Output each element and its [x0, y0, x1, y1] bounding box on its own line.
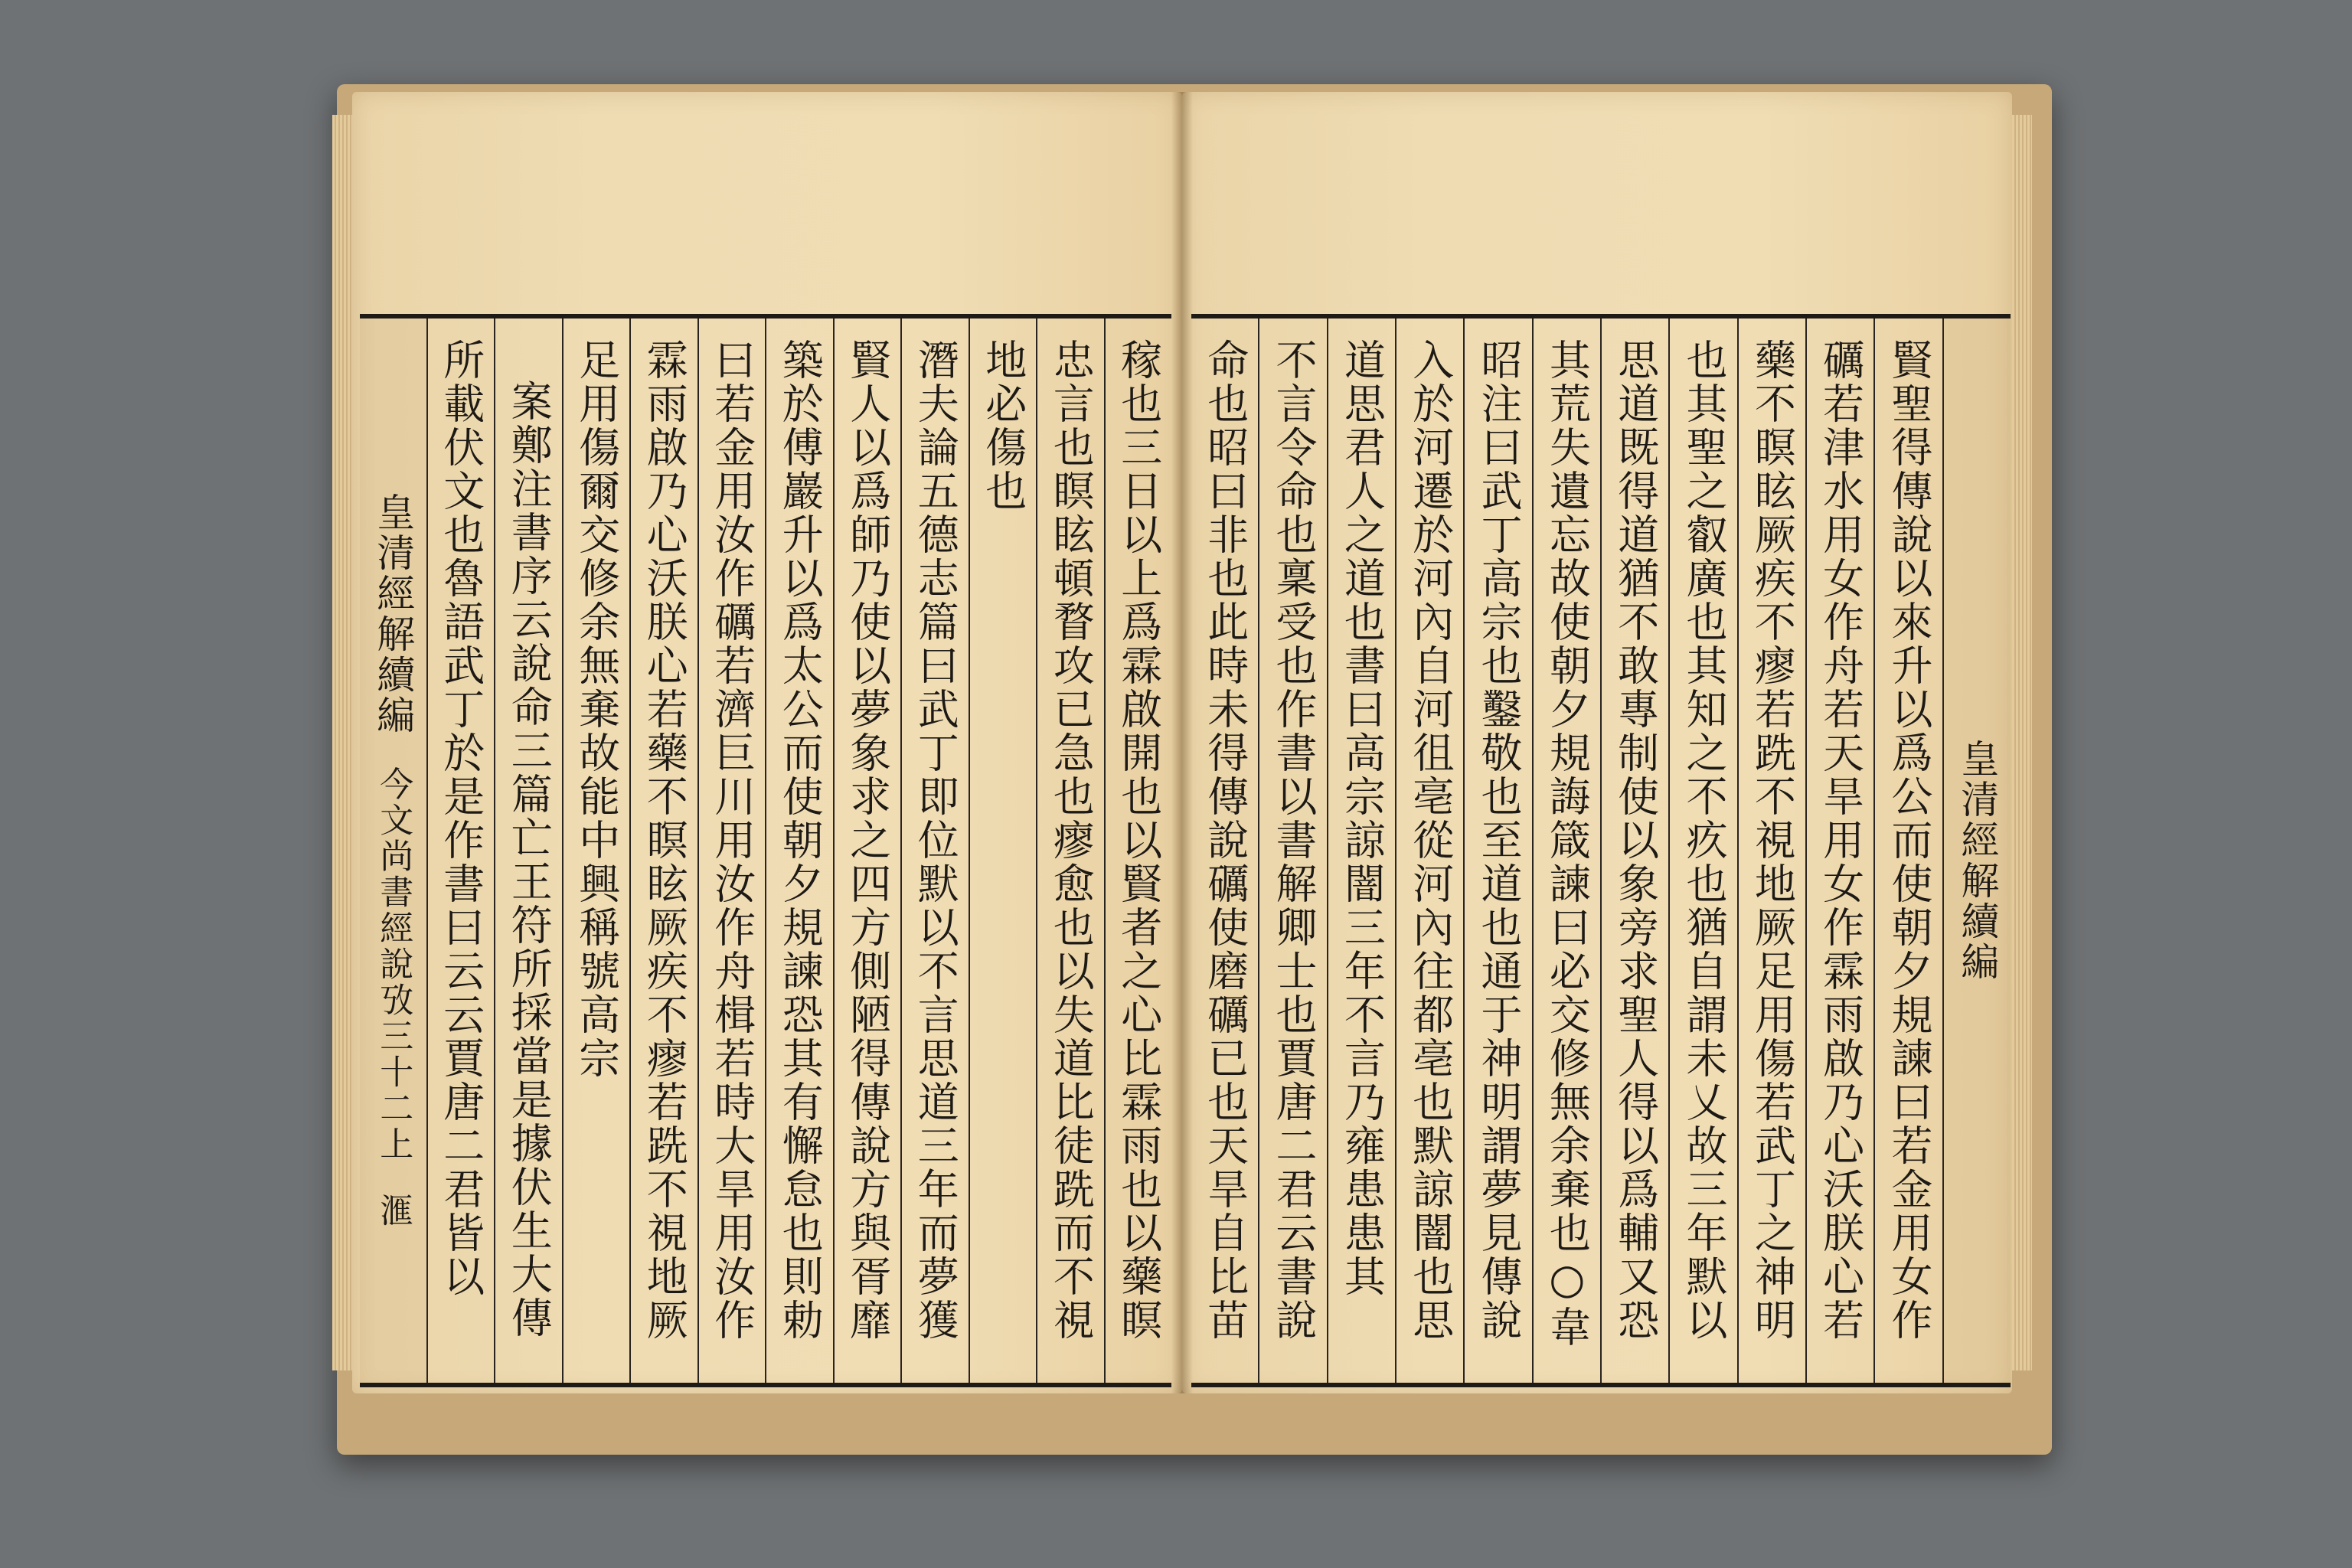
left-column-10: 案鄭注書序云說命三篇亡王符所採當是據伏生大傳: [495, 318, 564, 1383]
book-gutter: [1171, 92, 1193, 1393]
right-column-11: 命也昭曰非也此時未得傳說礪使磨礪已也天旱自比苗: [1191, 318, 1259, 1383]
right-column-6: 其荒失遺忘故使朝夕規誨箴諫曰必交修無余棄也○韋: [1534, 318, 1602, 1383]
right-page-text-frame: [1191, 314, 2011, 1387]
right-column-10: 不言令命也稟受也作書以書解卿士也賈唐二君云書說: [1259, 318, 1328, 1383]
left-column-4: 潛夫論五德志篇曰武丁即位默以不言思道三年而夢獲: [902, 318, 970, 1383]
left-page-header: [360, 318, 428, 1383]
left-page-text-frame: [360, 314, 1171, 1387]
right-page-edges: [2012, 115, 2032, 1370]
right-column-5: 思道既得道猶不敢專制使以象旁求聖人得以爲輔又恐: [1602, 318, 1670, 1383]
left-header-mark: 滙: [374, 1193, 413, 1229]
right-column-1: 賢聖得傳說以來升以爲公而使朝夕規諫曰若金用女作: [1875, 318, 1943, 1383]
left-column-6: 築於傅巖升以爲太公而使朝夕規諫恐其有懈怠也則勅: [766, 318, 835, 1383]
right-column-7: 昭注曰武丁高宗也鑿敬也至道也通于神明謂夢見傳說: [1465, 318, 1533, 1383]
right-header-title: 皇清經解續編: [1955, 739, 2000, 982]
left-header-subtitle: 今文尚書經說攷三十二上: [374, 766, 413, 1162]
right-column-8: 入於河遷於河內自河徂亳從河內往都亳也默諒闇也思: [1396, 318, 1465, 1383]
left-page-edges: [332, 115, 352, 1370]
left-column-11: 所載伏文也魯語武丁於是作書曰云云賈唐二君皆以: [428, 318, 496, 1383]
left-column-7: 曰若金用汝作礪若濟巨川用汝作舟楫若時大旱用汝作: [699, 318, 767, 1383]
right-column-2: 礪若津水用女作舟若天旱用女作霖雨啟乃心沃朕心若: [1807, 318, 1875, 1383]
right-column-4: 也其聖之叡廣也其知之不疚也猶自謂未乂故三年默以: [1670, 318, 1738, 1383]
right-column-9: 道思君人之道也書曰高宗諒闇三年不言乃雍患患其: [1328, 318, 1396, 1383]
right-page-header: [1944, 318, 2011, 1383]
left-header-title: 皇清經解續編: [371, 492, 416, 736]
left-column-8: 霖雨啟乃心沃朕心若藥不瞑眩厥疾不瘳若跣不視地厥: [631, 318, 699, 1383]
left-column-2: 忠言也瞑眩頓瞀攻已急也瘳愈也以失道比徒跣而不視: [1037, 318, 1106, 1383]
left-column-9: 足用傷爾交修余無棄故能中興稱號高宗: [564, 318, 632, 1383]
left-column-5: 賢人以爲師乃使以夢象求之四方側陋得傳說方與胥靡: [835, 318, 903, 1383]
left-column-3: 地必傷也: [970, 318, 1038, 1383]
left-column-1: 稼也三日以上爲霖啟開也以賢者之心比霖雨也以藥瞑: [1114, 338, 1163, 1342]
right-column-3: 藥不瞑眩厥疾不瘳若跣不視地厥足用傷若武丁之神明: [1739, 318, 1807, 1383]
